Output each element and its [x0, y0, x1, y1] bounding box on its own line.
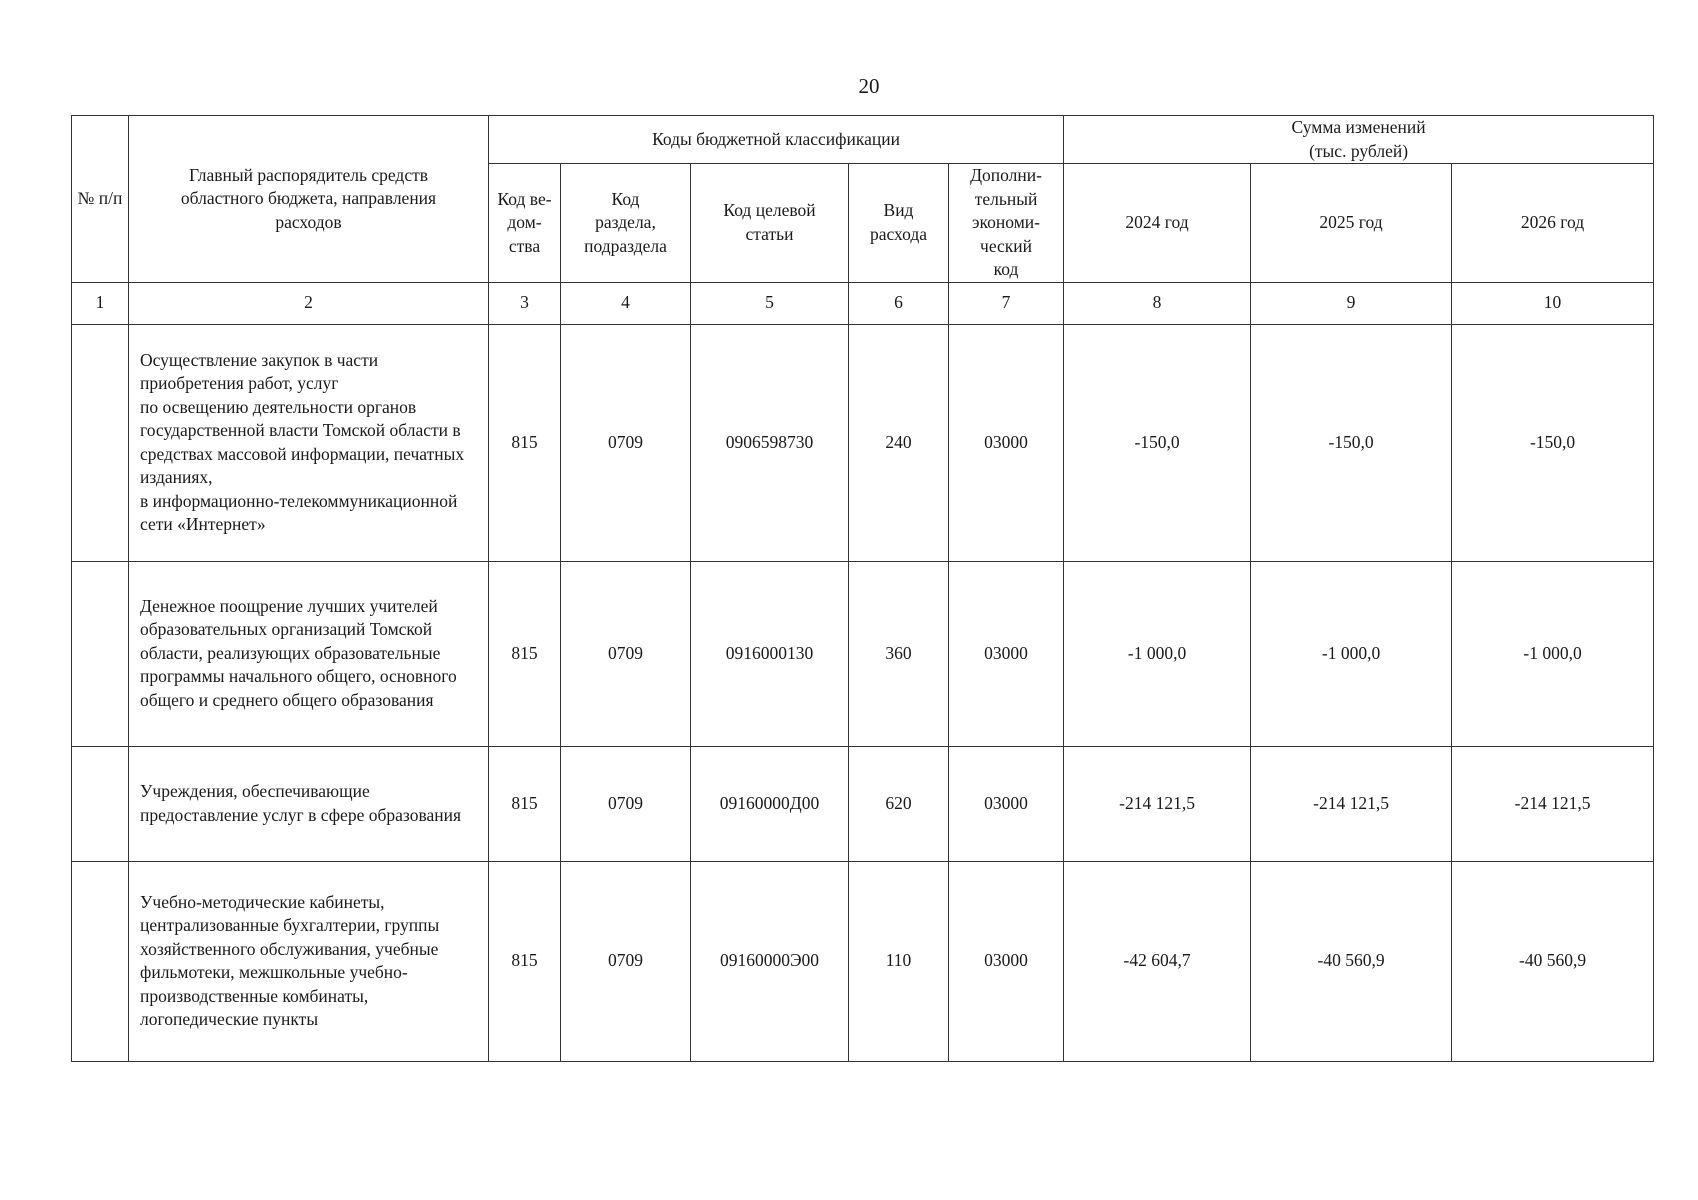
row-target-code: 0916000130 — [691, 561, 849, 746]
table-row — [72, 561, 1654, 746]
column-number: 3 — [489, 282, 561, 324]
row-economic-code: 03000 — [949, 324, 1064, 561]
row-amount-2025: -1 000,0 — [1251, 561, 1452, 746]
column-number: 4 — [561, 282, 691, 324]
header-target-code: Код целевой статьи — [691, 164, 849, 283]
row-amount-2026: -214 121,5 — [1452, 746, 1654, 861]
row-expense-type: 620 — [849, 746, 949, 861]
column-number: 9 — [1251, 282, 1452, 324]
row-section-code: 0709 — [561, 861, 691, 1061]
row-amount-2024: -214 121,5 — [1064, 746, 1251, 861]
column-number: 8 — [1064, 282, 1251, 324]
row-description: Учебно-методические кабинеты, централизованные бухгалтерии, группы хозяйственного обслуживания, учебные фильмотеки, межшкольные учебно-производственные комбинаты, логопедические пункты — [129, 861, 489, 1061]
row-number — [72, 561, 129, 746]
column-number: 7 — [949, 282, 1064, 324]
row-amount-2025: -150,0 — [1251, 324, 1452, 561]
row-expense-type: 360 — [849, 561, 949, 746]
row-expense-type: 110 — [849, 861, 949, 1061]
row-economic-code: 03000 — [949, 746, 1064, 861]
row-amount-2025: -40 560,9 — [1251, 861, 1452, 1061]
row-section-code: 0709 — [561, 561, 691, 746]
row-section-code: 0709 — [561, 324, 691, 561]
column-number: 10 — [1452, 282, 1654, 324]
row-amount-2024: -42 604,7 — [1064, 861, 1251, 1061]
page-number: 20 — [858, 74, 880, 98]
row-economic-code: 03000 — [949, 861, 1064, 1061]
row-ved-code: 815 — [489, 324, 561, 561]
row-amount-2026: -40 560,9 — [1452, 861, 1654, 1061]
header-expense-type: Вид расхода — [849, 164, 949, 283]
column-number: 5 — [691, 282, 849, 324]
header-year-2026: 2026 год — [1452, 164, 1654, 283]
row-target-code: 09160000Д00 — [691, 746, 849, 861]
row-amount-2024: -150,0 — [1064, 324, 1251, 561]
row-number — [72, 861, 129, 1061]
header-codes-group: Коды бюджетной классификации — [489, 116, 1064, 164]
row-section-code: 0709 — [561, 746, 691, 861]
row-amount-2025: -214 121,5 — [1251, 746, 1452, 861]
table-row — [72, 746, 1654, 861]
row-number — [72, 324, 129, 561]
row-ved-code: 815 — [489, 861, 561, 1061]
row-amount-2024: -1 000,0 — [1064, 561, 1251, 746]
row-ved-code: 815 — [489, 561, 561, 746]
row-target-code: 09160000Э00 — [691, 861, 849, 1061]
column-number: 6 — [849, 282, 949, 324]
column-numbering-row — [72, 282, 1654, 324]
budget-changes-table — [71, 115, 1654, 1062]
header-year-2025: 2025 год — [1251, 164, 1452, 283]
header-economic-code: Дополни- тельный экономи- ческий код — [949, 164, 1064, 283]
row-ved-code: 815 — [489, 746, 561, 861]
row-amount-2026: -1 000,0 — [1452, 561, 1654, 746]
row-amount-2026: -150,0 — [1452, 324, 1654, 561]
row-target-code: 0906598730 — [691, 324, 849, 561]
row-description: Учреждения, обеспечивающие предоставление услуг в сфере образования — [129, 746, 489, 861]
header-no: № п/п — [72, 116, 129, 283]
column-number: 1 — [72, 282, 129, 324]
column-number: 2 — [129, 282, 489, 324]
row-expense-type: 240 — [849, 324, 949, 561]
table-row — [72, 324, 1654, 561]
table-row — [72, 861, 1654, 1061]
row-description: Осуществление закупок в части приобретения работ, услуг по освещению деятельности органов государственной власти Томской области в средствах массовой информации, печатных изданиях, в информационно-телекоммуникационной сети «Интернет» — [129, 324, 489, 561]
header-year-2024: 2024 год — [1064, 164, 1251, 283]
header-distributor: Главный распорядитель средств областного бюджета, направления расходов — [129, 116, 489, 283]
row-description: Денежное поощрение лучших учителей образовательных организаций Томской области, реализующих образовательные программы начального общего, основного общего и среднего общего образования — [129, 561, 489, 746]
row-economic-code: 03000 — [949, 561, 1064, 746]
header-section-code: Код раздела, подраздела — [561, 164, 691, 283]
row-number — [72, 746, 129, 861]
header-sum-group: Сумма изменений (тыс. рублей) — [1064, 116, 1654, 164]
header-ved-code: Код ве- дом- ства — [489, 164, 561, 283]
